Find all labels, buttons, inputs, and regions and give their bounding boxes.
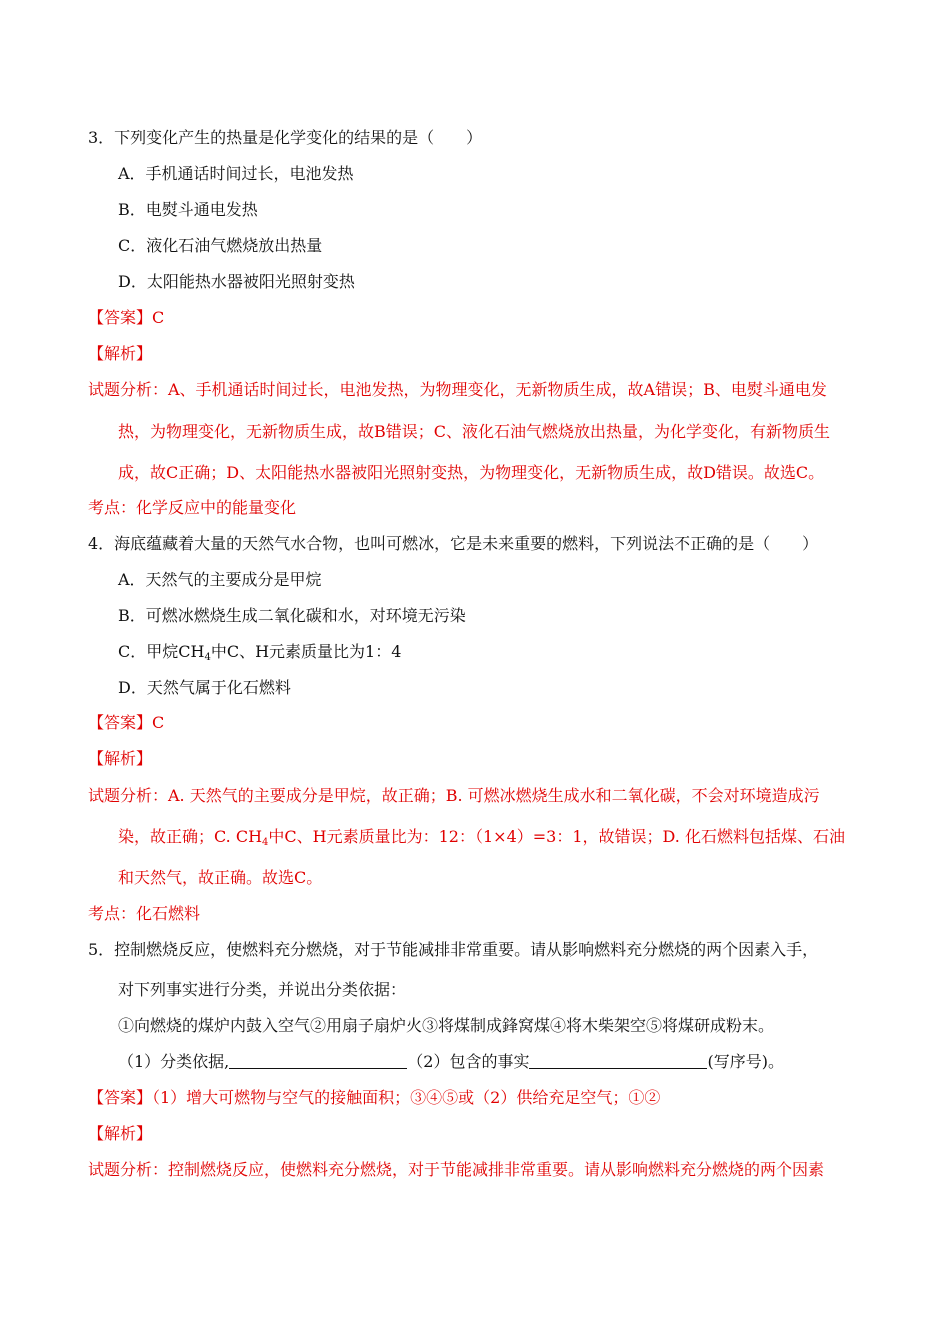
q3-analysis-tag: 【解析】 bbox=[88, 344, 153, 363]
q5-analysis-line-1: 试题分析：控制燃烧反应，使燃料充分燃烧，对于节能减排非常重要。请从影响燃料充分燃烧的两个因素 bbox=[88, 1160, 825, 1179]
q5-fill-in bbox=[118, 1052, 784, 1072]
q4-analysis-line-3: 和天然气，故正确。故选C。 bbox=[118, 868, 323, 887]
q4-option-c bbox=[118, 642, 401, 662]
q4-option-c-post: 中C、H元素质量比为1：4 bbox=[210, 642, 402, 661]
q3-analysis-line-2: 热，为物理变化，无新物质生成，故B错误；C、液化石油气燃烧放出热量，为化学变化，有新物质生 bbox=[118, 422, 831, 441]
q5-answer: 【答案】（1）增大可燃物与空气的接触面积；③④⑤或（2）供给充足空气；①② bbox=[88, 1088, 661, 1107]
q5-question-line-2: 对下列事实进行分类，并说出分类依据： bbox=[118, 980, 407, 999]
q4-analysis-line-2 bbox=[118, 827, 845, 847]
q3-answer: 【答案】C bbox=[88, 308, 165, 327]
q3-option-a: A．手机通话时间过长，电池发热 bbox=[118, 164, 354, 183]
q4-question: 4．海底蕴藏着大量的天然气水合物，也叫可燃冰，它是未来重要的燃料，下列说法不正确的是（ ） bbox=[88, 534, 819, 553]
q5-fill-part-1: （1）分类依据, bbox=[118, 1052, 230, 1071]
q3-option-c: C．液化石油气燃烧放出热量 bbox=[118, 236, 323, 255]
q4-analysis-line-2-post: 中C、H元素质量比为：12：（1×4）=3：1，故错误；D. 化石燃料包括煤、石油 bbox=[268, 827, 845, 846]
q4-option-c-sub: 4 bbox=[204, 652, 211, 663]
q3-question: 3．下列变化产生的热量是化学变化的结果的是（ ） bbox=[88, 128, 483, 147]
q3-analysis-line-1: 试题分析：A、手机通话时间过长，电池发热，为物理变化，无新物质生成，故A错误；B、电熨斗通电发 bbox=[88, 380, 827, 399]
q5-fill-part-3: (写序号)。 bbox=[707, 1052, 784, 1071]
q4-option-a: A．天然气的主要成分是甲烷 bbox=[118, 570, 322, 589]
q5-blank-2[interactable] bbox=[529, 1052, 707, 1069]
q5-analysis-tag: 【解析】 bbox=[88, 1124, 153, 1143]
q4-analysis-line-2-sub: 4 bbox=[262, 837, 269, 848]
q4-kaodian: 考点：化石燃料 bbox=[88, 904, 201, 923]
q5-fill-part-2: （2）包含的事实 bbox=[407, 1052, 530, 1071]
q3-analysis-line-3: 成，故C正确；D、太阳能热水器被阳光照射变热，为物理变化，无新物质生成，故D错误。故选C。 bbox=[118, 463, 825, 482]
q4-option-c-pre: C．甲烷CH bbox=[118, 642, 205, 661]
q4-analysis-line-2-pre: 染，故正确；C. CH bbox=[118, 827, 263, 846]
q3-option-d: D．太阳能热水器被阳光照射变热 bbox=[118, 272, 355, 291]
q5-facts: ①向燃烧的煤炉内鼓入空气②用扇子扇炉火③将煤制成鋒窝煤④将木柴架空⑤将煤研成粉末。 bbox=[118, 1016, 775, 1035]
q3-option-b: B．电熨斗通电发热 bbox=[118, 200, 258, 219]
q3-kaodian: 考点：化学反应中的能量变化 bbox=[88, 498, 297, 517]
q5-question: 5．控制燃烧反应，使燃料充分燃烧，对于节能减排非常重要。请从影响燃料充分燃烧的两个因素入手， bbox=[88, 940, 819, 959]
q5-blank-1[interactable] bbox=[229, 1052, 407, 1069]
q4-analysis-line-1: 试题分析：A. 天然气的主要成分是甲烷，故正确；B. 可燃冰燃烧生成水和二氧化碳，不会对环境造成污 bbox=[88, 786, 820, 805]
q4-option-b: B．可燃冰燃烧生成二氧化碳和水，对环境无污染 bbox=[118, 606, 466, 625]
q4-answer: 【答案】C bbox=[88, 713, 165, 732]
q4-option-d: D．天然气属于化石燃料 bbox=[118, 678, 291, 697]
q4-analysis-tag: 【解析】 bbox=[88, 749, 153, 768]
